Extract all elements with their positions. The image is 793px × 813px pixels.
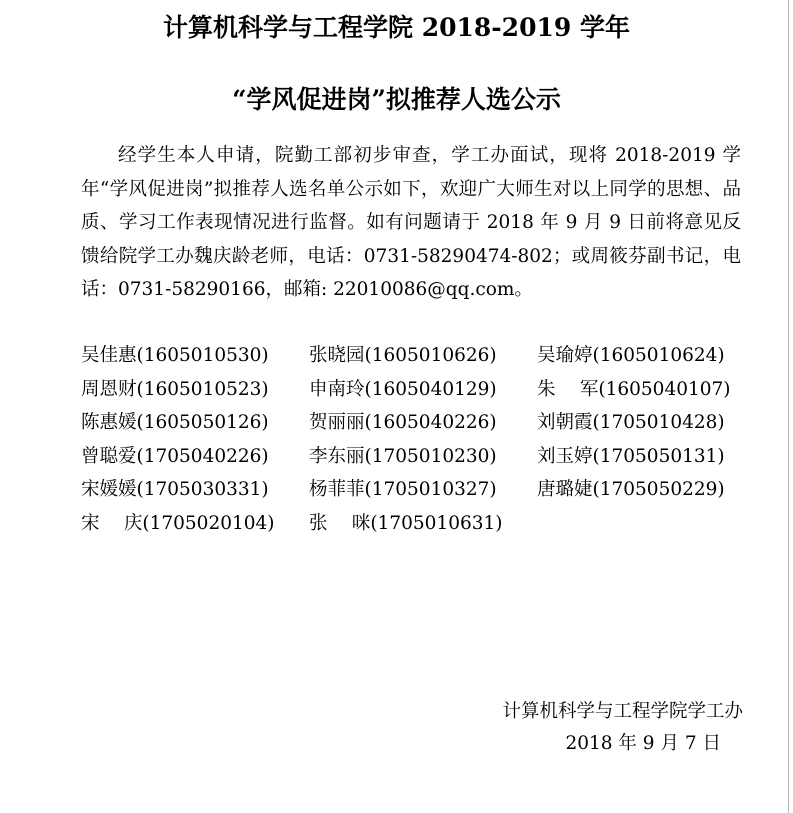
nominee-item: 张 咪(1705010631) (309, 512, 503, 534)
nominee-item: 贺丽丽(1605040226) (309, 412, 497, 433)
nominee-list (81, 339, 741, 540)
nominee-item: 李东丽(1705010230) (309, 445, 497, 467)
announcement-paragraph: 经学生本人申请，院勤工部初步审查，学工办面试，现将 2018-2019 学年“学风促进岗”拟推荐人选名单公示如下，欢迎广大师生对以上同学的思想、品质、学习工作表现情况进行监督。如有问题请于 2018 年 9 月 9 日前将意见反馈给院学工办魏庆龄老师，电话：0731-58290474-802；或周筱芬副书记，电话：0731-58290166，邮箱: 22010086@qq.com。 (81, 145, 741, 300)
nominee-item: 宋媛媛(1705030331) (81, 479, 269, 500)
nominee-item: 刘朝霞(1705010428) (537, 412, 725, 433)
nominee-item: 吴瑜婷(1605010624) (537, 345, 725, 366)
issue-date: 2018 年 9 月 7 日 (565, 733, 721, 754)
page-edge-divider (788, 0, 789, 813)
page-title-line-1: 计算机科学与工程学院 2018-2019 学年 (163, 13, 630, 42)
nominee-item: 唐璐婕(1705050229) (537, 479, 725, 500)
nominee-item: 陈惠媛(1605050126) (81, 412, 269, 433)
nominee-item: 杨菲菲(1705010327) (309, 479, 497, 500)
page-title-line-2: “学风促进岗”拟推荐人选公示 (232, 85, 561, 114)
nominee-item: 周恩财(1605010523) (81, 378, 269, 400)
nominee-item: 宋 庆(1705020104) (81, 512, 275, 534)
nominee-item: 曾聪爱(1705040226) (81, 445, 269, 467)
nominee-item: 朱 军(1605040107) (537, 378, 731, 400)
nominee-item: 吴佳惠(1605010530) (81, 345, 269, 366)
nominee-item: 张晓园(1605010626) (309, 345, 497, 366)
nominee-item: 申南玲(1605040129) (309, 378, 497, 400)
nominee-item: 刘玉婷(1705050131) (537, 445, 725, 467)
issuing-office: 计算机科学与工程学院学工办 (502, 701, 743, 722)
